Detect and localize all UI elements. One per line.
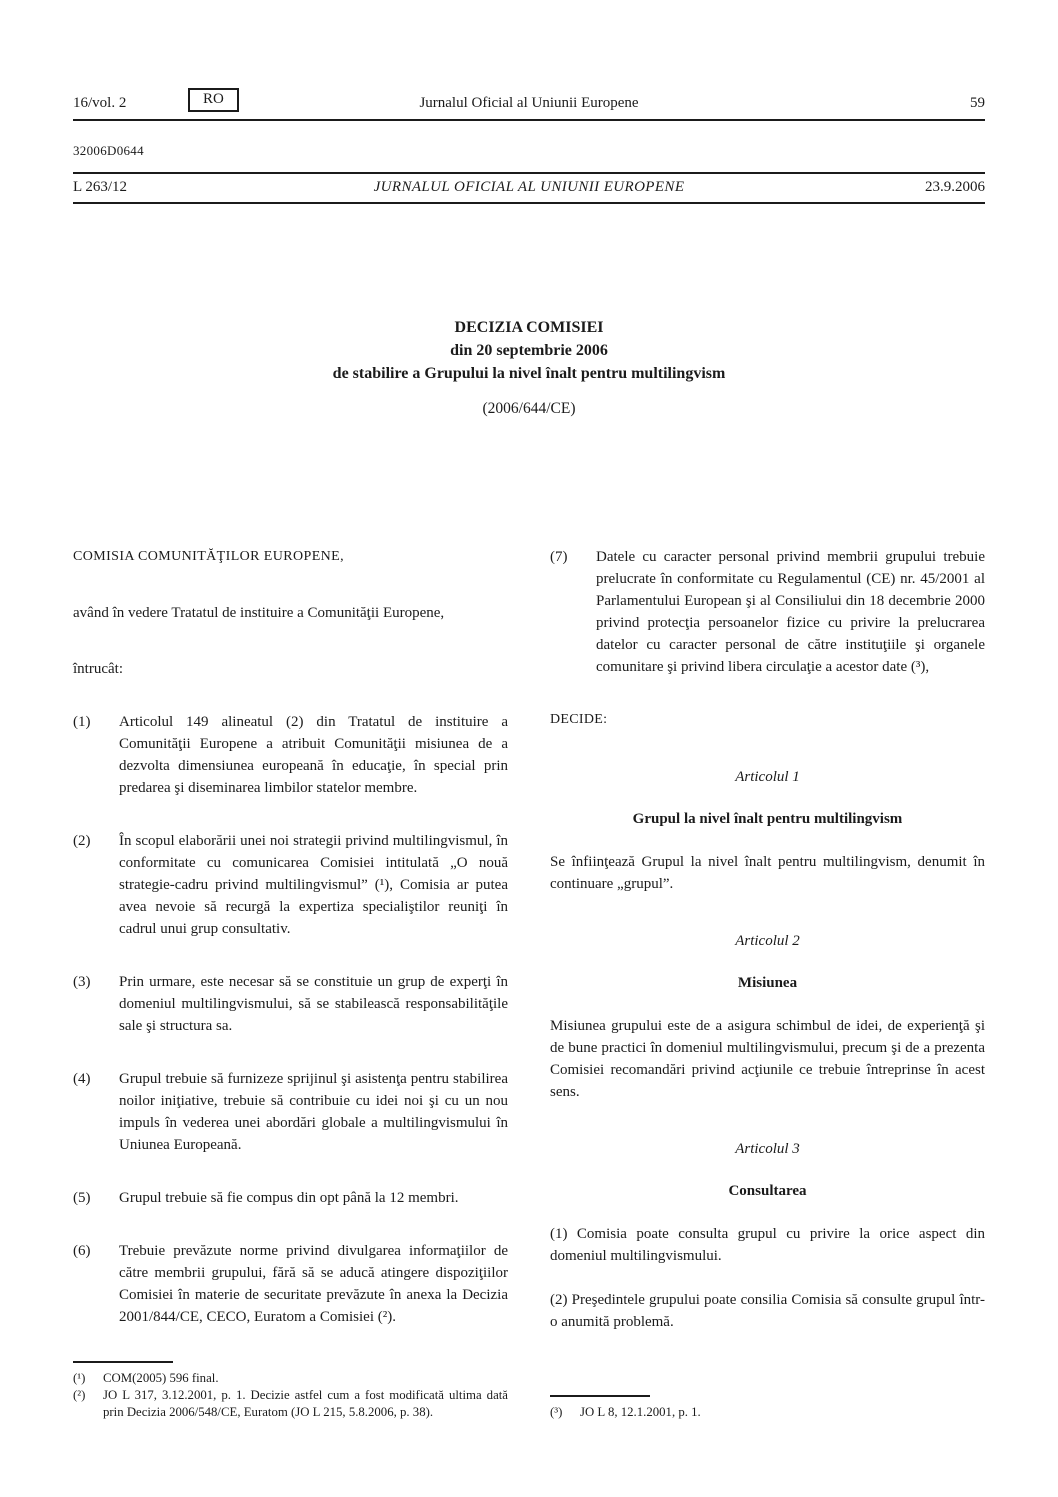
header-main [73, 172, 985, 204]
preamble-treaty: având în vedere Tratatul de instituire a Comunităţii Europene, [73, 605, 445, 621]
footnote-marker: (¹) [73, 1371, 86, 1385]
journal-name: Jurnalul Oficial al Uniunii Europene [419, 95, 639, 111]
article-3-number: Articolul 3 [735, 1141, 800, 1157]
language-code-box: RO [188, 88, 239, 112]
left-column [73, 546, 508, 1421]
issue-reference: L 263/12 [73, 179, 128, 195]
title-line-2: din 20 septembrie 2006 [450, 342, 608, 359]
decision-reference: (2006/644/CE) [482, 400, 576, 417]
article-1-heading: Grupul la nivel înalt pentru multilingvism [632, 811, 903, 827]
recital-3 [73, 971, 508, 1037]
recital-number: (5) [73, 1190, 91, 1206]
preamble-whereas: întrucât: [73, 661, 123, 677]
article-2-number: Articolul 2 [735, 933, 800, 949]
left-footnotes [73, 1351, 508, 1421]
publication-date: 23.9.2006 [925, 179, 985, 195]
footnote-marker: (³) [550, 1405, 563, 1419]
title-line-1: DECIZIA COMISIEI [454, 319, 604, 336]
recital-1 [73, 711, 508, 799]
recital-number: (7) [550, 549, 568, 565]
footnote-marker: (²) [73, 1388, 86, 1402]
header-top [73, 88, 985, 121]
article-1-paragraph: Se înfiinţează Grupul la nivel înalt pentru multilingvism, denumit în continuare „grupul”. [550, 854, 985, 892]
preamble-institution: COMISIA COMUNITĂŢILOR EUROPENE, [73, 549, 345, 564]
article-2-paragraph: Misiunea grupului este de a asigura schimbul de idei, de experienţă şi de bune practici în domeniul multilingvismului, precum şi de a prezenta Comisiei recomandări privind acţiunile ce trebuie întreprinse în acest sens. [550, 1018, 985, 1100]
recital-5 [73, 1187, 508, 1209]
recital-2 [73, 830, 508, 940]
right-footnotes [550, 1385, 985, 1421]
footnote-text: JO L 8, 12.1.2001, p. 1. [580, 1405, 701, 1419]
recital-number: (3) [73, 974, 91, 990]
article-3-paragraph-1: (1) Comisia poate consulta grupul cu privire la orice aspect din domeniul multilingvismului. [550, 1226, 985, 1264]
enacting-formula: DECIDE: [550, 712, 608, 727]
recital-text: Trebuie prevăzute norme privind divulgarea informaţiilor de către membrii grupului, fără să se aducă atingere dispoziţiilor Comisiei în materie de securitate prevăzute în anexa la Decizia 2001/844/CE, CECO, Euratom a Comisiei (²). [119, 1243, 508, 1325]
footnote-separator-rule [550, 1395, 650, 1397]
article-2-heading: Misiunea [737, 975, 798, 991]
journal-name-caps: JURNALUL OFICIAL AL UNIUNII EUROPENE [373, 179, 685, 195]
recital-number: (1) [73, 714, 91, 730]
page-number: 59 [970, 95, 985, 111]
footnote-text: JO L 317, 3.12.2001, p. 1. Decizie astfel cum a fost modificată ultima dată prin Decizia 2006/548/CE, Euratom (JO L 215, 5.8.2006, p. 38). [103, 1388, 508, 1419]
title-line-3: de stabilire a Grupului la nivel înalt pentru multilingvism [332, 365, 726, 382]
recital-4 [73, 1068, 508, 1156]
footnote-1 [73, 1370, 508, 1387]
recital-text: Grupul trebuie să furnizeze sprijinul şi asistenţa pentru stabilirea noilor iniţiative, trebuie să contribuie cu idei noi şi cu un nou impuls în vederea unei abordări globale a multilingvismului în Uniunea Europeană. [119, 1071, 508, 1153]
recital-number: (4) [73, 1071, 91, 1087]
recital-6 [73, 1240, 508, 1328]
recital-text: Articolul 149 alineatul (2) din Tratatul de instituire a Comunităţii Europene a atribuit Comunităţii misiunea de a dezvolta dimensiunea europeană în educaţie, în special prin predarea şi diseminarea limbilor statelor membre. [119, 714, 508, 796]
footnote-text: COM(2005) 596 final. [103, 1371, 219, 1385]
right-column [550, 546, 985, 1421]
recital-text: În scopul elaborării unei noi strategii privind multilingvismul, în conformitate cu comunicarea Comisiei intitulată „O nouă strategie-cadru privind multilingvismul” (¹), Comisia ar putea avea nevoie să recurgă la expertiza specialiştilor reuniţi în cadrul unui grup consultativ. [119, 833, 508, 937]
celex-document-code: 32006D0644 [73, 143, 144, 158]
article-3-paragraph-2: (2) Preşedintele grupului poate consilia Comisia să consulte grupul într-o anumită problemă. [550, 1292, 985, 1330]
document-title-block [73, 316, 985, 418]
footnote-3 [550, 1404, 985, 1421]
article-1-number: Articolul 1 [735, 769, 800, 785]
recital-text: Grupul trebuie să fie compus din opt până la 12 membri. [119, 1190, 459, 1206]
recital-number: (2) [73, 833, 91, 849]
footnote-2 [73, 1387, 508, 1421]
volume-ref: 16/vol. 2 [73, 95, 127, 111]
recital-text: Datele cu caracter personal privind membrii grupului trebuie prelucrate în conformitate cu Regulamentul (CE) nr. 45/2001 al Parlamentului European şi al Consiliului din 18 decembrie 2000 privind protecţia persoanelor fizice cu privire la prelucrarea datelor cu caracter personal de către instituţiile şi organele comunitare şi privind libera circulaţie a acestor date (³), [596, 549, 985, 675]
recital-text: Prin urmare, este necesar să se constituie un grup de experţi în domeniul multilingvismului, să se stabilească responsabilităţile sale şi structura sa. [119, 974, 508, 1034]
recital-7 [550, 546, 985, 678]
footnote-separator-rule [73, 1361, 173, 1363]
article-3-heading: Consultarea [728, 1183, 807, 1199]
body-columns [73, 546, 985, 1421]
recital-number: (6) [73, 1243, 91, 1259]
